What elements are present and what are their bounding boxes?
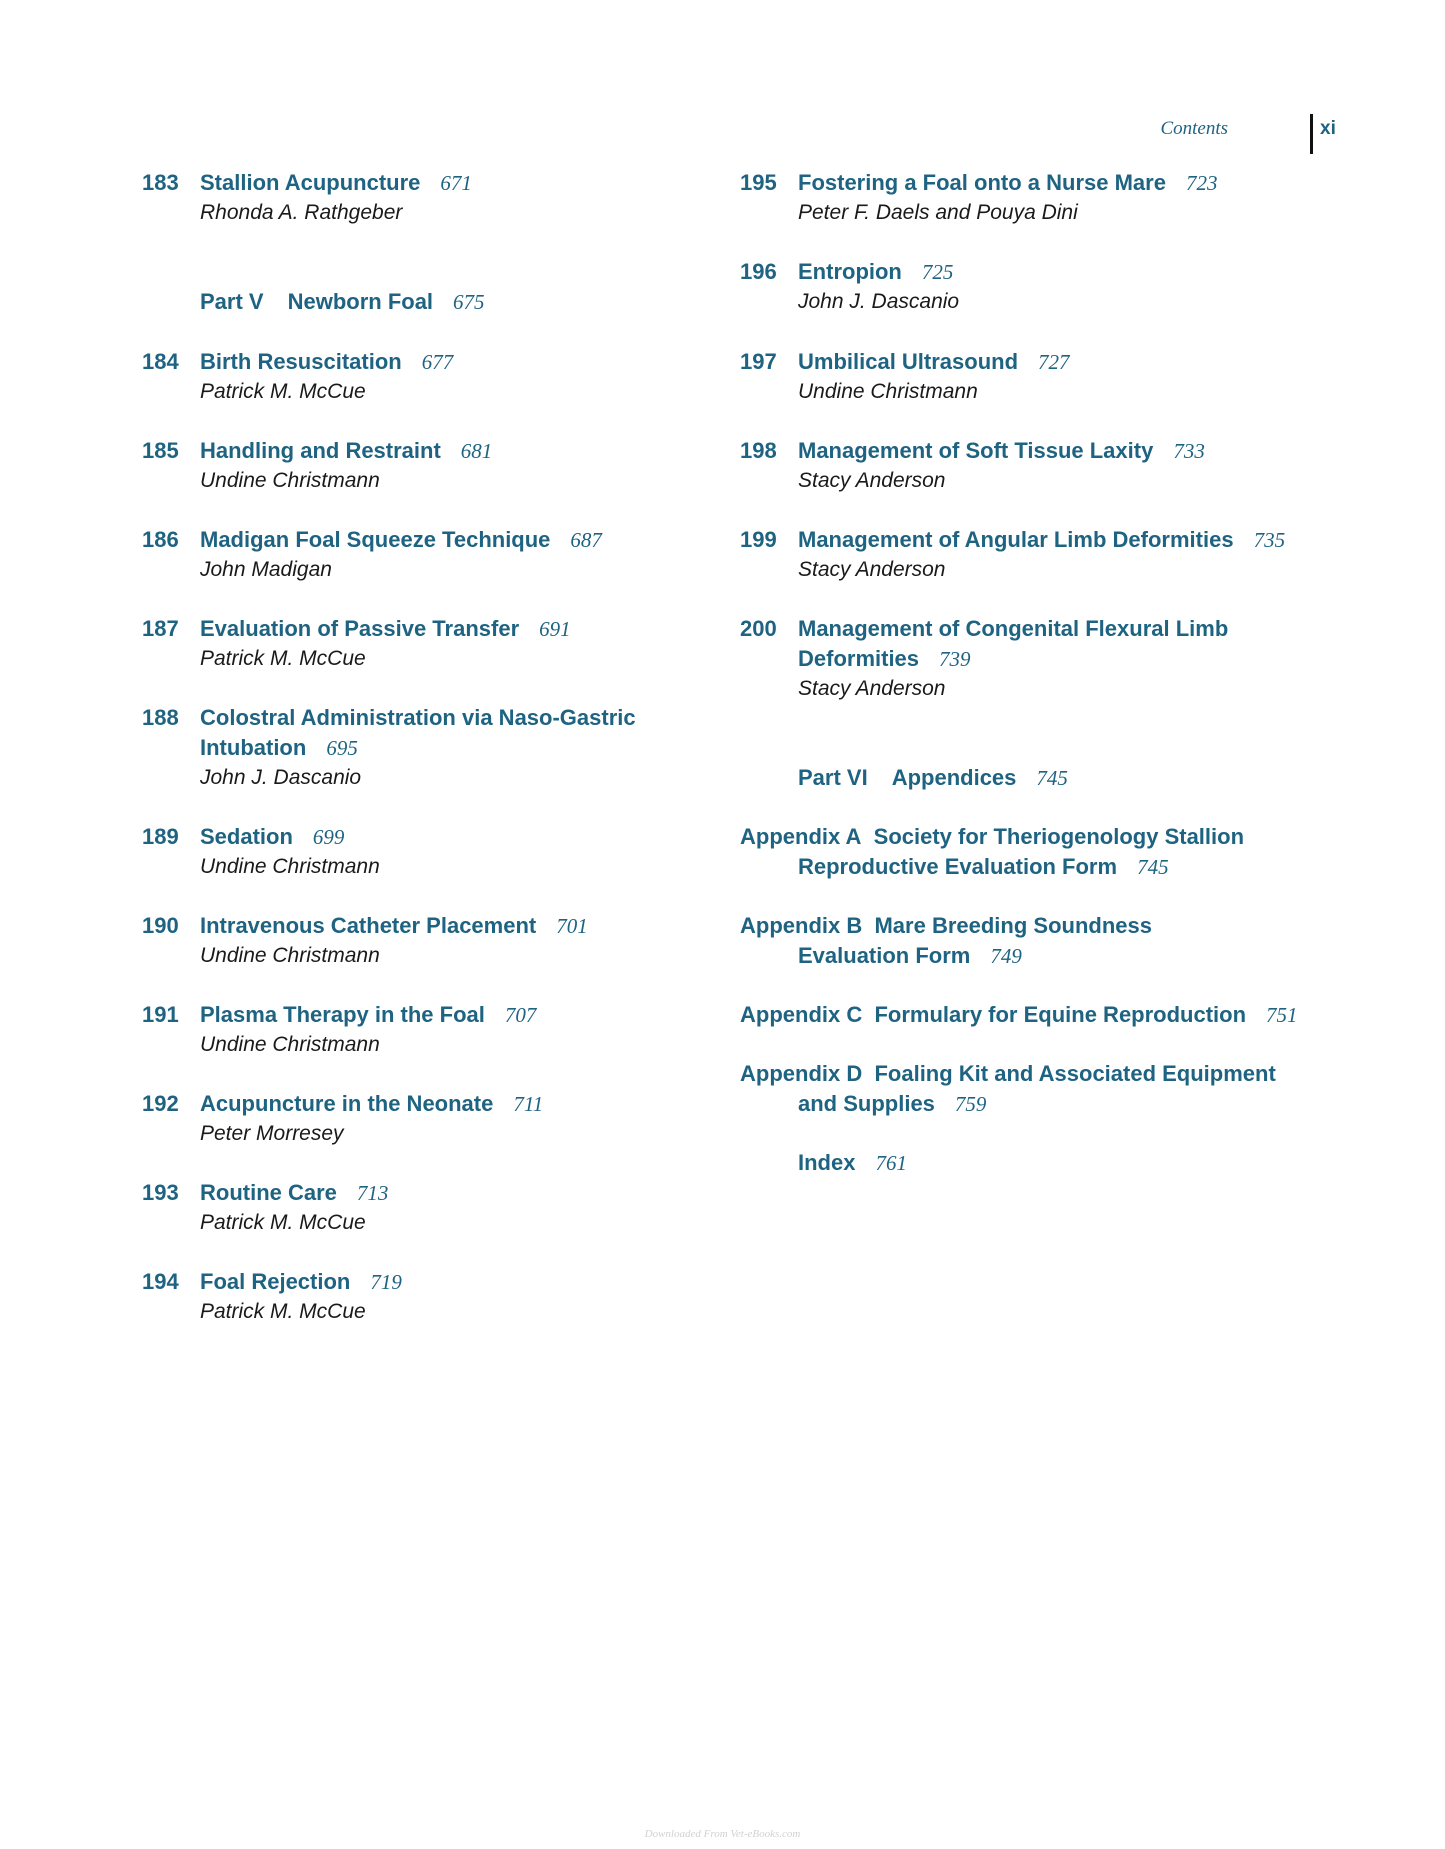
chapter-title-line-1: Colostral Administration via Naso-Gastric [200, 705, 636, 730]
chapter-number: 189 [142, 824, 179, 849]
appendix-title-line-2: Reproductive Evaluation Form [798, 854, 1118, 879]
chapter-page: 727 [1038, 350, 1070, 374]
chapter-page: 681 [460, 439, 493, 463]
chapter-title: Acupuncture in the Neonate [200, 1091, 494, 1116]
chapter-number: 196 [740, 259, 777, 284]
chapter-page: 719 [370, 1270, 402, 1294]
chapter-title: Stallion Acupuncture [200, 170, 421, 195]
chapter-title: Handling and Restraint [200, 438, 441, 463]
appendix-c-entry[interactable] [740, 1000, 1360, 1030]
chapter-page: 687 [570, 528, 602, 552]
appendix-page: 749 [990, 944, 1022, 968]
chapter-author: John J. Dascanio [798, 290, 960, 313]
chapter-number: 186 [142, 527, 179, 552]
chapter-page: 725 [921, 260, 954, 284]
chapter-title-line-1: Management of Congenital Flexural Limb [798, 616, 1229, 641]
header-divider [1310, 114, 1313, 154]
appendix-title-line-1: Mare Breeding Soundness [874, 913, 1152, 938]
appendix-page: 751 [1266, 1003, 1298, 1027]
chapter-title: Fostering a Foal onto a Nurse Mare [798, 170, 1166, 195]
index-label: Index [798, 1150, 856, 1175]
chapter-number: 193 [142, 1180, 179, 1205]
appendix-title-line-1: Foaling Kit and Associated Equipment [874, 1061, 1276, 1086]
chapter-number: 197 [740, 349, 777, 374]
appendix-title-line-2: Evaluation Form [798, 943, 971, 968]
part-page: 745 [1036, 766, 1068, 790]
part-title: Newborn Foal [287, 289, 434, 314]
chapter-title: Evaluation of Passive Transfer [200, 616, 520, 641]
chapter-title: Madigan Foal Squeeze Technique [200, 527, 551, 552]
chapter-number: 191 [142, 1002, 179, 1027]
chapter-title-line-2: Intubation [200, 735, 307, 760]
watermark-footer: Downloaded From Vet-eBooks.com [644, 1828, 801, 1840]
chapter-page: 713 [356, 1181, 389, 1205]
chapter-number: 198 [740, 438, 777, 463]
appendix-title-line-1: Formulary for Equine Reproduction [874, 1002, 1247, 1027]
appendix-page: 745 [1137, 855, 1169, 879]
chapter-author: John J. Dascanio [200, 766, 362, 789]
chapter-number: 199 [740, 527, 777, 552]
chapter-author: Undine Christmann [798, 380, 978, 403]
appendix-label: Appendix A [740, 824, 862, 849]
chapter-author: Patrick M. McCue [200, 647, 366, 670]
chapter-author: Stacy Anderson [798, 469, 946, 492]
chapter-author: John Madigan [200, 558, 332, 581]
appendix-label: Appendix B [740, 913, 863, 938]
chapter-author: Patrick M. McCue [200, 380, 366, 403]
chapter-author: Undine Christmann [200, 944, 380, 967]
appendix-page: 759 [954, 1092, 987, 1116]
chapter-number: 185 [142, 438, 179, 463]
part-page: 675 [453, 290, 485, 314]
chapter-title: Sedation [200, 824, 293, 849]
page-header [1100, 112, 1340, 156]
appendix-title-line-2: and Supplies [798, 1091, 935, 1116]
chapter-author: Rhonda A. Rathgeber [200, 201, 403, 224]
chapter-page: 723 [1185, 171, 1218, 195]
chapter-title: Intravenous Catheter Placement [200, 913, 537, 938]
part-title: Appendices [891, 765, 1017, 790]
chapter-number: 187 [142, 616, 179, 641]
appendix-title-line-1: Society for Theriogenology Stallion [873, 824, 1245, 849]
chapter-page: 733 [1173, 439, 1205, 463]
running-head: Contents [1160, 118, 1228, 139]
chapter-author: Patrick M. McCue [200, 1211, 366, 1234]
chapter-number: 188 [142, 705, 179, 730]
chapter-page: 691 [539, 617, 571, 641]
appendix-label: Appendix C [740, 1002, 863, 1027]
chapter-author: Undine Christmann [200, 1033, 380, 1056]
chapter-page: 701 [556, 914, 588, 938]
chapter-number: 190 [142, 913, 179, 938]
chapter-author: Undine Christmann [200, 469, 380, 492]
chapter-number: 195 [740, 170, 777, 195]
page-number: xi [1320, 118, 1336, 139]
chapter-title: Management of Angular Limb Deformities [798, 527, 1234, 552]
index-page: 761 [875, 1151, 907, 1175]
chapter-page: 707 [504, 1003, 537, 1027]
chapter-number: 192 [142, 1091, 179, 1116]
chapter-title-line-2: Deformities [798, 646, 920, 671]
chapter-page: 711 [513, 1092, 544, 1116]
chapter-page: 677 [421, 350, 454, 374]
chapter-title: Routine Care [200, 1180, 337, 1205]
appendix-d-entry[interactable] [740, 1059, 1360, 1119]
chapter-author: Undine Christmann [200, 855, 380, 878]
chapter-title: Plasma Therapy in the Foal [200, 1002, 485, 1027]
chapter-page: 699 [312, 825, 345, 849]
appendix-label: Appendix D [740, 1061, 863, 1086]
chapter-number: 184 [142, 349, 179, 374]
chapter-page: 739 [939, 647, 971, 671]
chapter-title: Entropion [798, 259, 902, 284]
chapter-page: 695 [326, 736, 358, 760]
chapter-author: Stacy Anderson [798, 558, 946, 581]
part-label: Part VI [798, 765, 868, 790]
chapter-author: Patrick M. McCue [200, 1300, 366, 1323]
chapter-title: Management of Soft Tissue Laxity [798, 438, 1154, 463]
chapter-title: Birth Resuscitation [200, 349, 402, 374]
appendix-a-entry[interactable] [740, 822, 1360, 882]
appendix-b-entry[interactable] [740, 911, 1360, 971]
chapter-page: 735 [1253, 528, 1286, 552]
chapter-author: Stacy Anderson [798, 677, 946, 700]
chapter-title: Umbilical Ultrasound [798, 349, 1019, 374]
chapter-title: Foal Rejection [200, 1269, 351, 1294]
chapter-number: 183 [142, 170, 179, 195]
chapter-number: 194 [142, 1269, 179, 1294]
chapter-number: 200 [740, 616, 777, 641]
chapter-page: 671 [440, 171, 472, 195]
chapter-author: Peter Morresey [200, 1122, 344, 1145]
part-label: Part V [200, 289, 264, 314]
chapter-author: Peter F. Daels and Pouya Dini [798, 201, 1078, 224]
